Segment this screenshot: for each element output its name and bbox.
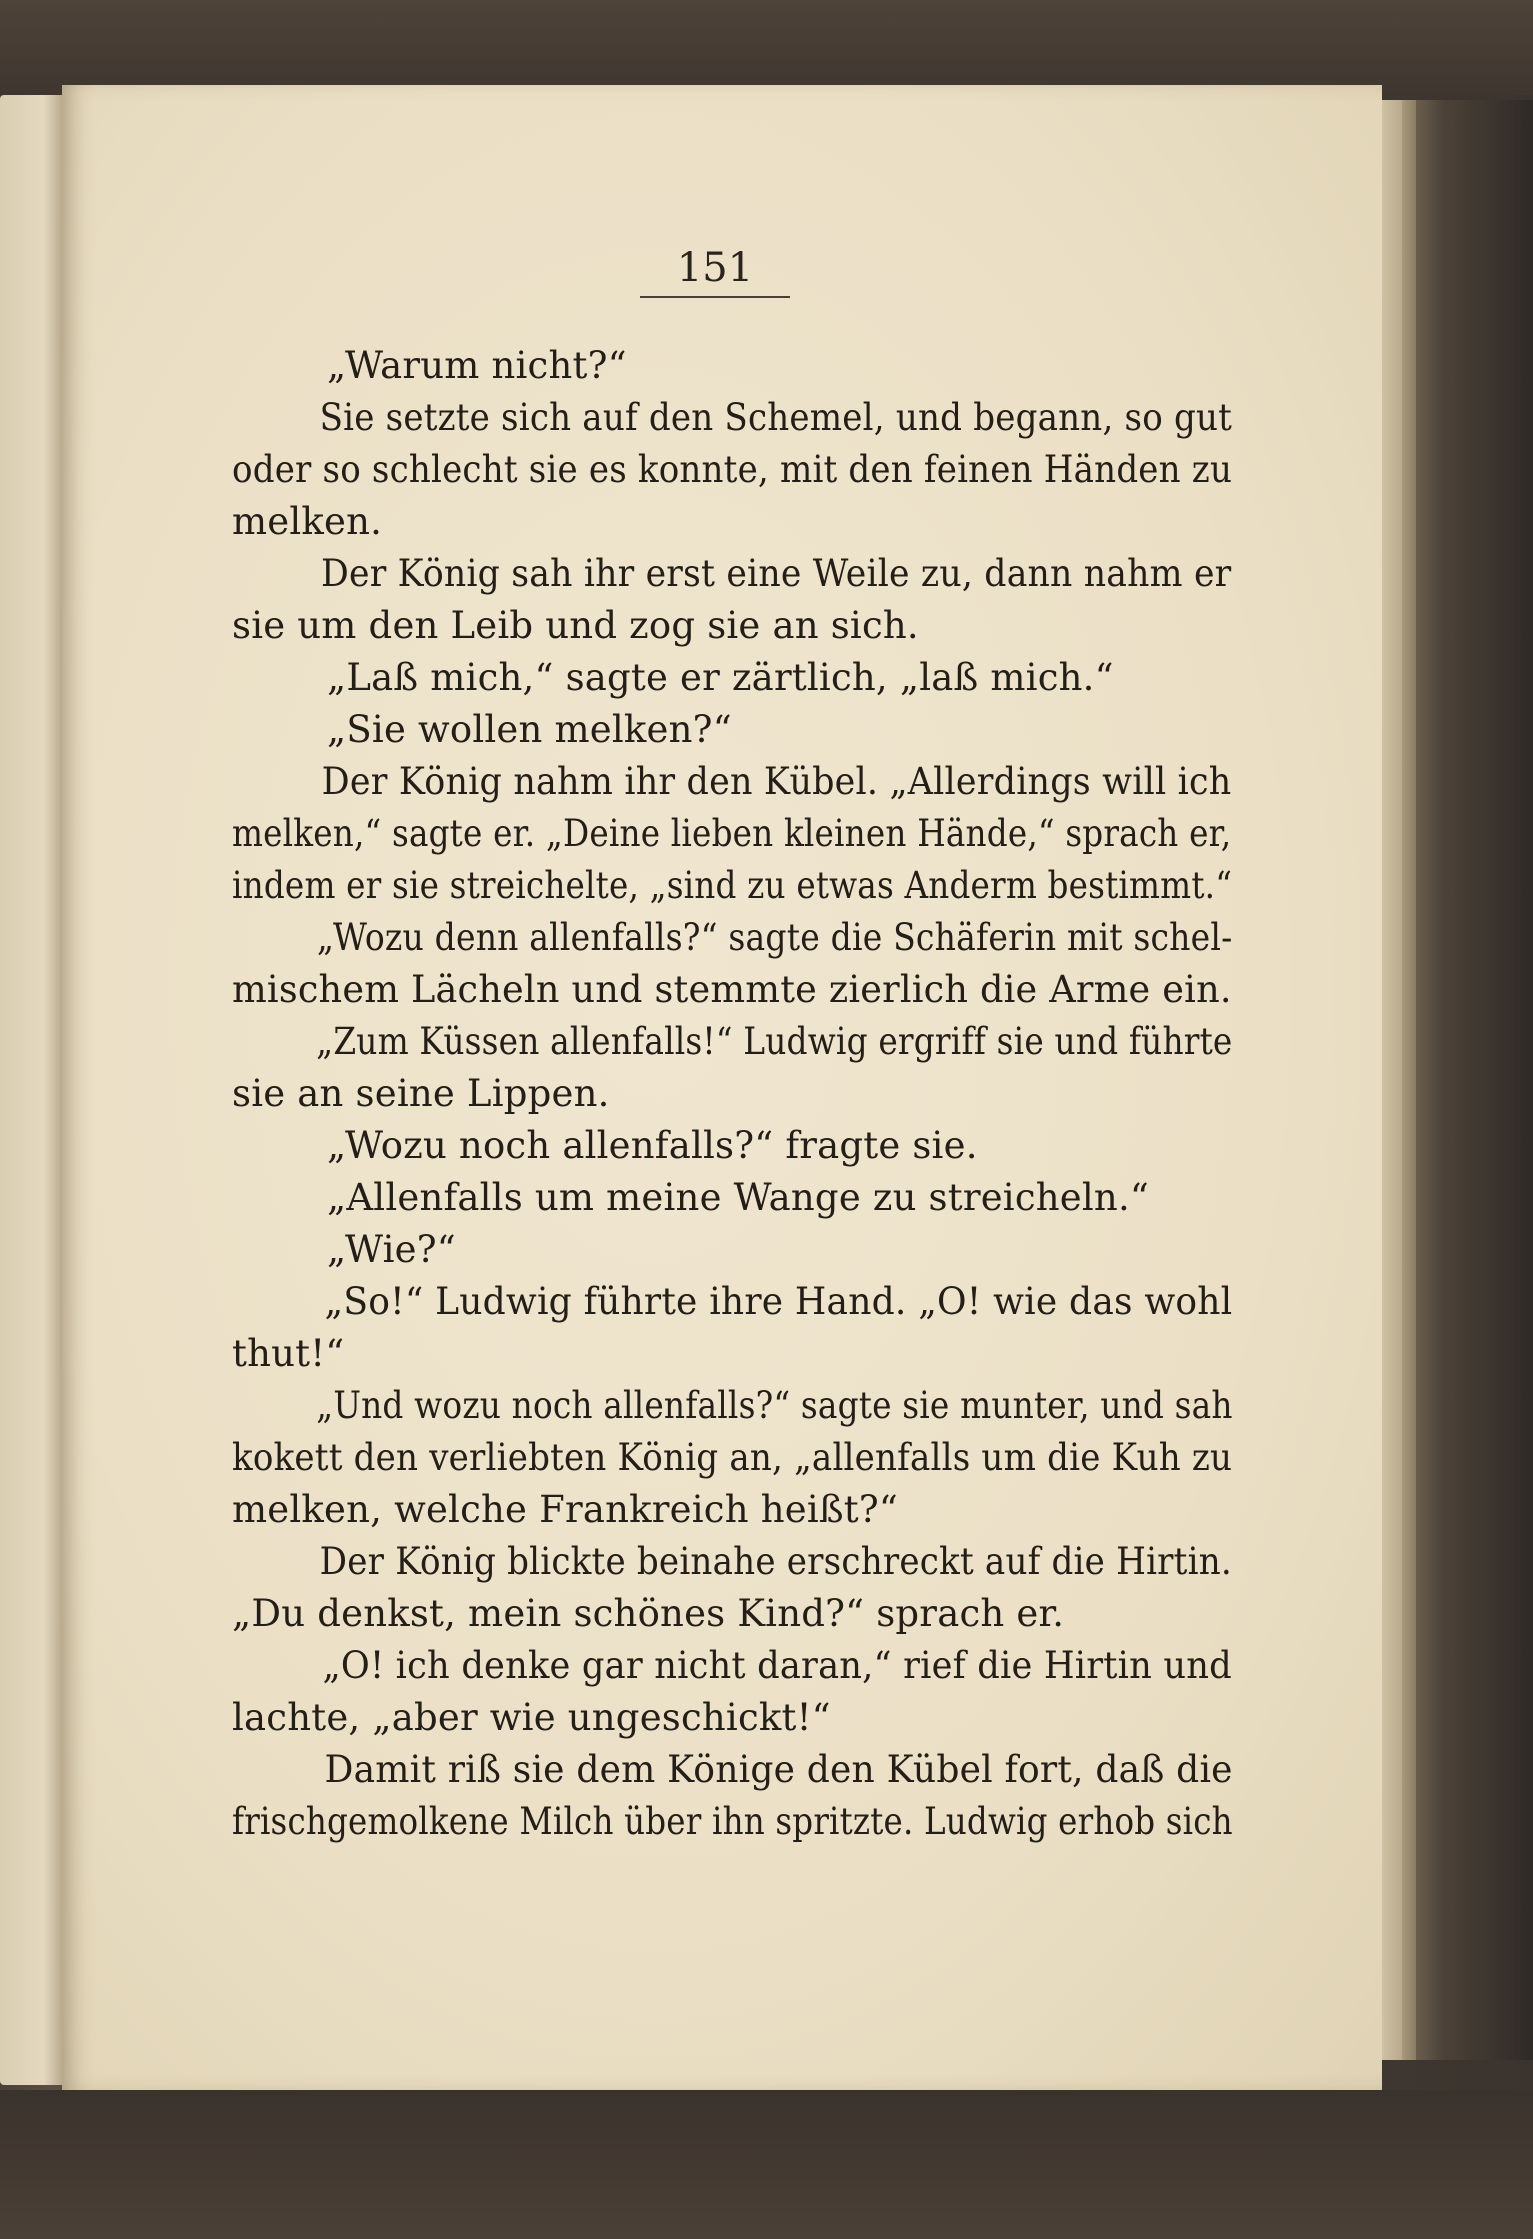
binding-bottom — [0, 2090, 1533, 2239]
text-line: Der König blickte beinahe erschreckt auf die Hirtin. — [319, 1540, 1232, 1583]
text-line: „Und wozu noch allenfalls?“ sagte sie munter, und sah — [316, 1384, 1233, 1427]
text-line: melken, welche Frankreich heißt?“ — [232, 1488, 898, 1531]
text-line: lachte, „aber wie ungeschickt!“ — [232, 1696, 831, 1739]
text-line: „So!“ Ludwig führte ihre Hand. „O! wie das wohl — [324, 1280, 1233, 1323]
text-line: „Sie wollen melken?“ — [327, 708, 732, 751]
text-line: kokett den verliebten König an, „allenfalls um die Kuh zu — [232, 1436, 1233, 1479]
text-line: „Warum nicht?“ — [327, 344, 627, 387]
text-line: Der König nahm ihr den Kübel. „Allerdings will ich — [321, 760, 1232, 803]
text-line: „Du denkst, mein schönes Kind?“ sprach er. — [232, 1592, 1065, 1635]
text-line: „Wie?“ — [327, 1228, 456, 1271]
text-line: thut!“ — [232, 1332, 345, 1375]
text-line: Sie setzte sich auf den Schemel, und begann, so gut — [319, 396, 1233, 439]
text-line: Der König sah ihr erst eine Weile zu, dann nahm er — [321, 552, 1232, 595]
text-line: oder so schlecht sie es konnte, mit den feinen Händen zu — [232, 448, 1233, 491]
page-edges — [1382, 100, 1402, 2060]
text-line: melken,“ sagte er. „Deine lieben kleinen Hände,“ sprach er, — [232, 812, 1232, 855]
cover-binding — [1446, 100, 1533, 2060]
text-line: „O! ich denke gar nicht daran,“ rief die Hirtin und — [322, 1644, 1232, 1687]
text-line: „Zum Küssen allenfalls!“ Ludwig ergriff sie und führte — [316, 1020, 1233, 1063]
text-line: sie um den Leib und zog sie an sich. — [232, 604, 919, 647]
text-line: Damit riß sie dem Könige den Kübel fort, daß die — [324, 1748, 1233, 1791]
text-line: frischgemolkene Milch über ihn spritzte. Ludwig erhob sich — [232, 1800, 1233, 1843]
text-line: „Allenfalls um meine Wange zu streicheln.“ — [327, 1176, 1150, 1219]
binding-top — [0, 0, 1533, 95]
text-line: „Laß mich,“ sagte er zärtlich, „laß mich.“ — [327, 656, 1114, 699]
text-line: sie an seine Lippen. — [232, 1072, 610, 1115]
text-line: „Wozu noch allenfalls?“ fragte sie. — [327, 1124, 978, 1167]
text-line: „Wozu denn allenfalls?“ sagte die Schäferin mit schel- — [316, 916, 1233, 959]
page-number-rule — [640, 296, 790, 298]
page-edges-shadow — [1402, 100, 1416, 2060]
cover-edge — [1416, 100, 1446, 2060]
text-line: indem er sie streichelte, „sind zu etwas Anderm bestimmt.“ — [232, 864, 1233, 907]
facing-page-edge — [0, 95, 62, 2085]
page-number: 151 — [676, 245, 754, 291]
text-line: melken. — [232, 500, 383, 543]
text-line: mischem Lächeln und stemmte zierlich die Arme ein. — [232, 968, 1232, 1011]
